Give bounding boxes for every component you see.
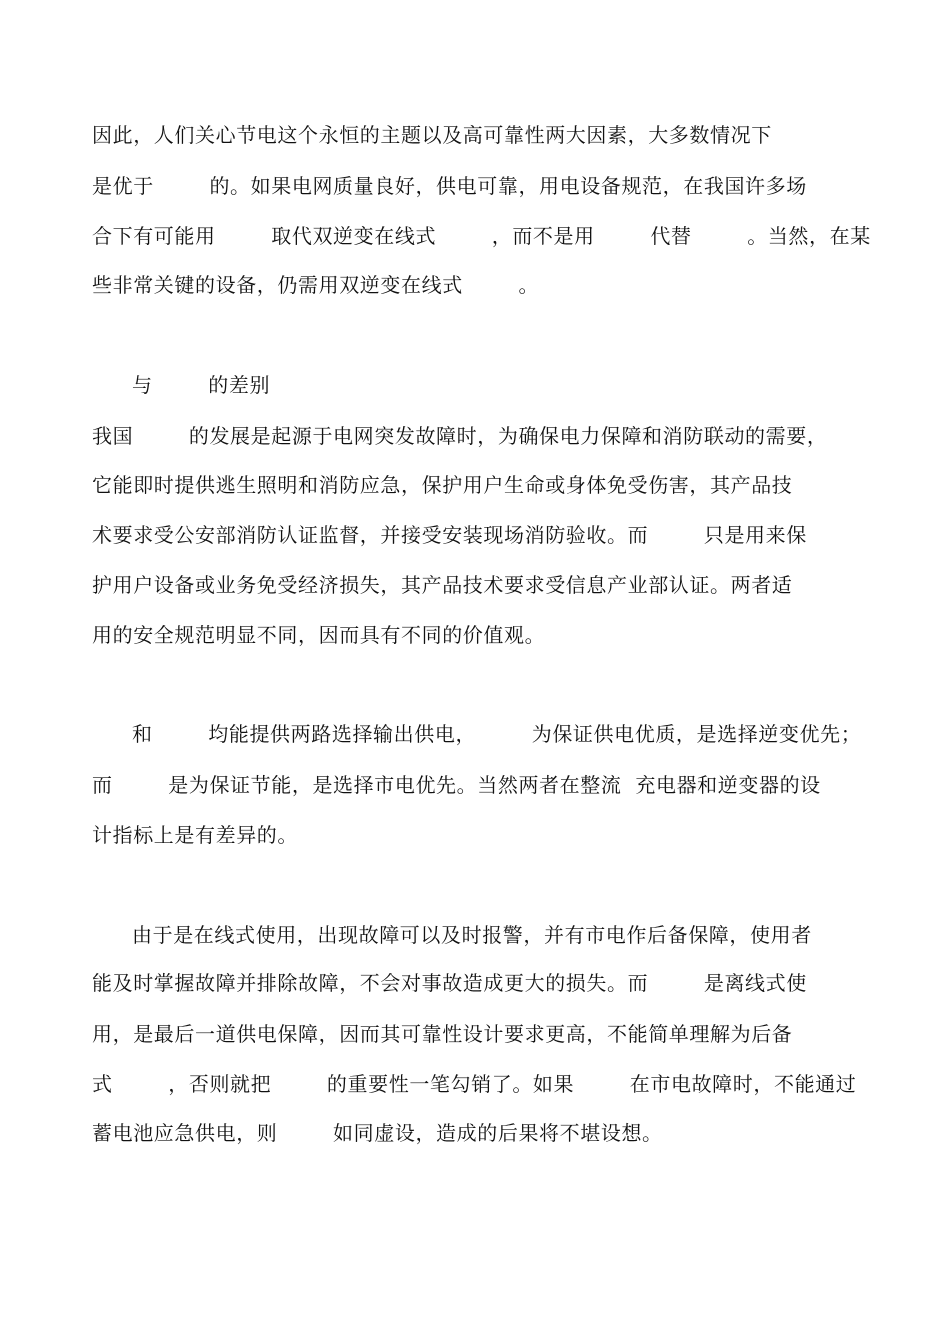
paragraph-4-line-3: 用，是最后一道供电保障，因而其可靠性设计要求更高，不能简单理解为后备 — [92, 1022, 793, 1046]
paragraph-1-line-4: 些非常关键的设备，仍需用双逆变在线式 。 — [92, 273, 540, 297]
paragraph-3-line-2: 而 是为保证节能，是选择市电优先。当然两者在整流 充电器和逆变器的设 — [92, 773, 821, 797]
paragraph-2-line-5: 用的安全规范明显不同，因而具有不同的价值观。 — [92, 623, 546, 647]
paragraph-4-line-2: 能及时掌握故障并排除故障，不会对事故造成更大的损失。而 是离线式使 — [92, 971, 807, 995]
paragraph-4-line-5: 蓄电池应急供电，则 如同虚设，造成的后果将不堪设想。 — [92, 1121, 663, 1145]
paragraph-2-line-3: 术要求受公安部消防认证监督，并接受安装现场消防验收。而 只是用来保 — [92, 523, 807, 547]
paragraph-4-line-4: 式 ，否则就把 的重要性一笔勾销了。如果 在市电故障时，不能通过 — [92, 1072, 857, 1096]
paragraph-3-line-3: 计指标上是有差异的。 — [92, 823, 298, 847]
paragraph-2-line-4: 护用户设备或业务免受经济损失，其产品技术要求受信息产业部认证。两者适 — [92, 573, 793, 597]
paragraph-2-line-1: 我国 的发展是起源于电网突发故障时，为确保电力保障和消防联动的需要， — [92, 424, 828, 448]
paragraph-4-line-1: 由于是在线式使用，出现故障可以及时报警，并有市电作后备保障，使用者 — [132, 923, 812, 947]
paragraph-1-line-1: 因此，人们关心节电这个永恒的主题以及高可靠性两大因素，大多数情况下 — [92, 123, 772, 147]
paragraph-1-line-2: 是优于 的。如果电网质量良好，供电可靠，用电设备规范，在我国许多场 — [92, 174, 807, 198]
paragraph-2-line-2: 它能即时提供逃生照明和消防应急，保护用户生命或身体免受伤害，其产品技 — [92, 473, 793, 497]
section-heading: 与 的差别 — [132, 373, 271, 397]
paragraph-3-line-1: 和 均能提供两路选择输出供电， 为保证供电优质，是选择逆变优先； — [132, 722, 862, 746]
paragraph-1-line-3: 合下有可能用 取代双逆变在线式 ，而不是用 代替 。当然，在某 — [92, 224, 871, 248]
